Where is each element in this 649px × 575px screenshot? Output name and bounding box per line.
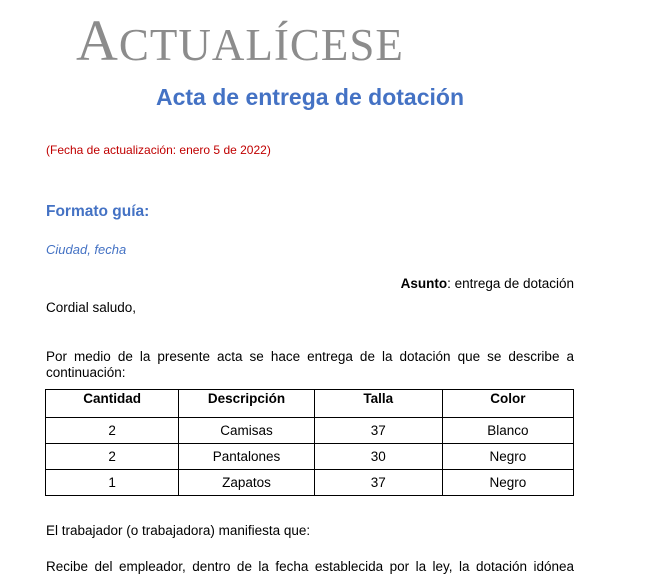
header-cantidad: Cantidad: [46, 390, 179, 418]
document-title: Acta de entrega de dotación: [155, 84, 464, 110]
dotation-table: [45, 389, 574, 496]
cell-description: Camisas: [179, 418, 314, 444]
update-note: (Fecha de actualización: enero 5 de 2022): [46, 143, 271, 157]
city-date-placeholder: Ciudad, fecha: [46, 242, 127, 257]
subject-label: Asunto: [400, 276, 448, 291]
format-subtitle: Formato guía:: [46, 203, 150, 220]
subject-line: [401, 276, 574, 291]
cell-quantity: 2: [46, 444, 179, 470]
cell-description: Zapatos: [179, 470, 314, 496]
table-row: [46, 444, 574, 470]
cell-size: 37: [314, 470, 442, 496]
cell-size: 30: [314, 444, 442, 470]
worker-statement: El trabajador (o trabajadora) manifiesta que:: [46, 523, 311, 538]
table-row: [46, 470, 574, 496]
greeting: Cordial saludo,: [46, 300, 137, 315]
subject-text: : entrega de dotación: [447, 276, 574, 291]
header-talla: Talla: [314, 390, 442, 418]
logo-initial: A: [76, 8, 119, 73]
intro-paragraph: Por medio de la presente acta se hace entrega de la dotación que se describe a continuación:: [46, 349, 574, 380]
cell-quantity: 2: [46, 418, 179, 444]
cell-description: Pantalones: [179, 444, 314, 470]
cell-color: Negro: [442, 470, 573, 496]
cell-quantity: 1: [46, 470, 179, 496]
logo-rest: CTUALÍCESE: [118, 20, 404, 70]
table-row: [46, 418, 574, 444]
header-color: Color: [442, 390, 573, 418]
cell-color: Negro: [442, 444, 573, 470]
header-descripcion: Descripción: [179, 390, 314, 418]
cell-size: 37: [314, 418, 442, 444]
cell-color: Blanco: [442, 418, 573, 444]
brand-logo: [76, 8, 404, 78]
receipt-paragraph: Recibe del empleador, dentro de la fecha establecida por la ley, la dotación idónea: [46, 559, 574, 574]
table-header-row: [46, 390, 574, 418]
